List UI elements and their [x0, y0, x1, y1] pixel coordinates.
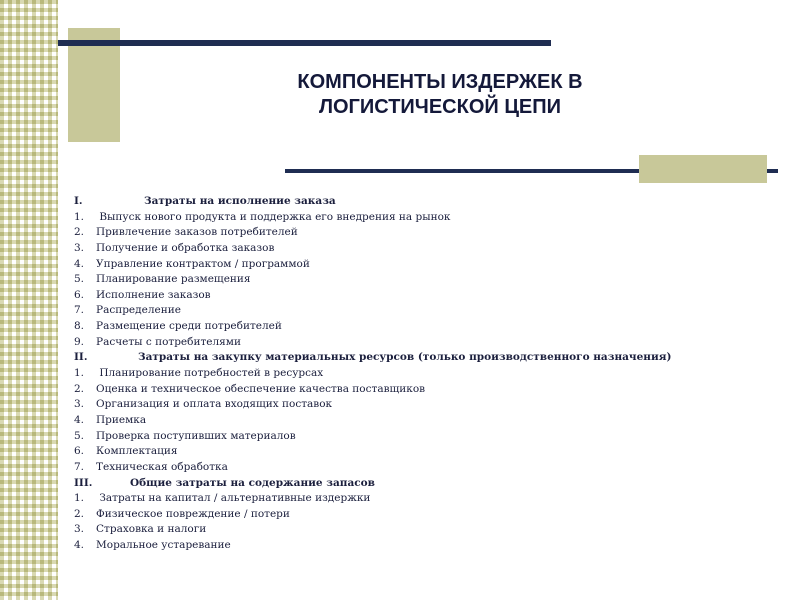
decorative-stripe	[0, 0, 58, 600]
item-text: Распределение	[96, 304, 181, 317]
section-numeral: II.	[74, 351, 88, 364]
item-number: 7.	[74, 460, 85, 473]
item-number: 2.	[74, 507, 85, 520]
item-number: 7.	[74, 304, 85, 317]
item-number: 2.	[74, 382, 85, 395]
list-item	[74, 366, 774, 382]
slide-title	[215, 70, 665, 120]
item-number: 1.	[74, 210, 85, 223]
item-number: 3.	[74, 523, 85, 536]
section-heading	[74, 476, 774, 492]
item-text: Страховка и налоги	[96, 523, 207, 536]
list-item	[74, 382, 774, 398]
list-item	[74, 335, 774, 351]
item-text: Исполнение заказов	[96, 288, 211, 301]
list-item	[74, 210, 774, 226]
list-item	[74, 257, 774, 273]
decorative-block-bottom	[639, 155, 767, 183]
item-text: Получение и обработка заказов	[96, 241, 275, 254]
item-text: Проверка поступивших материалов	[96, 429, 296, 442]
item-number: 3.	[74, 398, 85, 411]
item-text: Планирование размещения	[96, 273, 251, 286]
item-number: 4.	[74, 257, 85, 270]
section-numeral: III.	[74, 476, 93, 489]
item-text: Оценка и техническое обеспечение качества поставщиков	[96, 382, 426, 395]
list-item	[74, 319, 774, 335]
list-item	[74, 397, 774, 413]
item-number: 5.	[74, 429, 85, 442]
item-text: Приемка	[96, 413, 147, 426]
item-number: 1.	[74, 367, 85, 380]
item-text: Размещение среди потребителей	[96, 320, 282, 333]
list-item	[74, 241, 774, 257]
list-item	[74, 507, 774, 523]
list-item	[74, 225, 774, 241]
item-number: 1.	[74, 492, 85, 505]
item-text: Организация и оплата входящих поставок	[96, 398, 333, 411]
item-number: 9.	[74, 335, 85, 348]
item-number: 8.	[74, 320, 85, 333]
item-text: Привлечение заказов потребителей	[96, 226, 298, 239]
item-number: 2.	[74, 226, 85, 239]
list-item	[74, 272, 774, 288]
list-item	[74, 491, 774, 507]
item-text: Выпуск нового продукта и поддержка его внедрения на рынок	[96, 210, 451, 223]
list-item	[74, 429, 774, 445]
cost-components-list	[74, 194, 774, 554]
item-number: 3.	[74, 241, 85, 254]
item-number: 6.	[74, 445, 85, 458]
item-number: 5.	[74, 273, 85, 286]
item-number: 4.	[74, 413, 85, 426]
item-text: Моральное устаревание	[96, 539, 231, 552]
title-line-1: КОМПОНЕНТЫ ИЗДЕРЖЕК В	[297, 71, 583, 93]
item-text: Затраты на капитал / альтернативные издержки	[96, 492, 371, 505]
item-text: Расчеты с потребителями	[96, 335, 241, 348]
title-line-2: ЛОГИСТИЧЕСКОЙ ЦЕПИ	[318, 96, 562, 118]
item-text: Планирование потребностей в ресурсах	[96, 367, 324, 380]
section-heading	[74, 350, 774, 366]
list-item	[74, 538, 774, 554]
item-text: Комплектация	[96, 445, 178, 458]
item-text: Техническая обработка	[96, 460, 228, 473]
item-number: 4.	[74, 539, 85, 552]
item-text: Управление контрактом / программой	[96, 257, 310, 270]
item-text: Физическое повреждение / потери	[96, 507, 290, 520]
list-item	[74, 288, 774, 304]
item-number: 6.	[74, 288, 85, 301]
list-item	[74, 444, 774, 460]
section-numeral: I.	[74, 195, 83, 207]
decorative-bar-top	[58, 40, 551, 46]
section-heading-text: Общие затраты на содержание запасов	[130, 476, 375, 489]
section-heading	[74, 194, 774, 210]
section-heading-text: Затраты на исполнение заказа	[144, 195, 336, 207]
list-item	[74, 303, 774, 319]
list-item	[74, 460, 774, 476]
section-heading-text: Затраты на закупку материальных ресурсов (только производственного назначения)	[138, 351, 672, 364]
list-item	[74, 522, 774, 538]
list-item	[74, 413, 774, 429]
